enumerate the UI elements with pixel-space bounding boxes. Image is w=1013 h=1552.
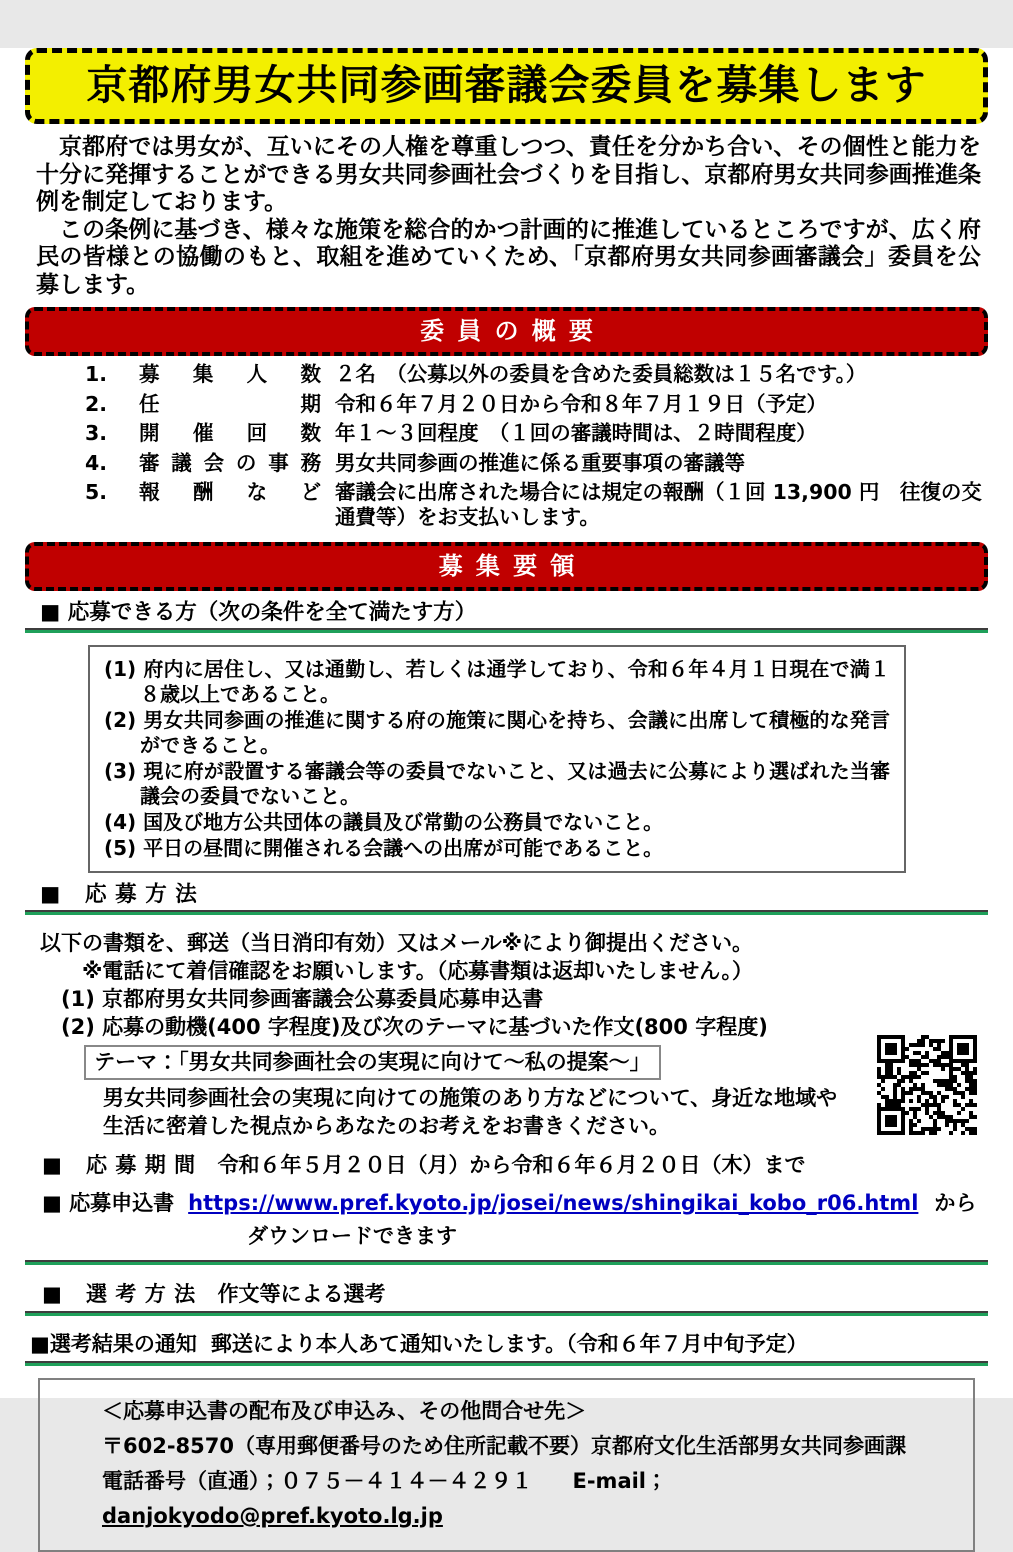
- form-label: ■ 応募申込書: [42, 1191, 175, 1215]
- condition-item: (2) 男女共同参画の推進に関する府の施策に関心を持ち、会議に出席して積極的な発言ができること。: [104, 708, 890, 757]
- item-label: 報酬など: [139, 480, 321, 504]
- selection-method-row: [42, 1278, 988, 1308]
- selection-value: 作文等による選考: [217, 1282, 386, 1306]
- contact-box: [38, 1378, 975, 1552]
- green-rule: [25, 628, 988, 633]
- qr-code-icon: [877, 1035, 977, 1135]
- item-label: 開催回数: [139, 421, 321, 445]
- recruitment-banner-label: 募集要領: [438, 552, 588, 580]
- item-number: 2.: [85, 391, 108, 416]
- result-notice-row: [30, 1328, 988, 1358]
- condition-item: (3) 現に府が設置する審議会等の委員でないこと、又は過去に公募により選ばれた当審議会の委員でないこと。: [104, 759, 890, 808]
- method-heading: ■ 応募方法: [40, 882, 206, 907]
- theme-description-2: 生活に密着した視点からあなたのお考えをお書きください。: [103, 1114, 670, 1138]
- list-item: [85, 421, 983, 446]
- essay-theme: テーマ：「男女共同参画社会の実現に向けて～私の提案～」: [94, 1050, 651, 1074]
- application-form-link[interactable]: https://www.pref.kyoto.jp/josei/news/shingikai_kobo_r06.html: [188, 1191, 919, 1215]
- item-label: 任期: [139, 391, 321, 416]
- application-form-row: [42, 1190, 988, 1216]
- contact-phone: 電話番号（直通）；０７５－４１４－４２９１: [102, 1469, 533, 1493]
- method-line-2: ※電話にて着信確認をお願いします。（応募書類は返却いたしません。）: [82, 959, 753, 983]
- item-number: 3.: [85, 421, 108, 445]
- item-value: 男女共同参画の推進に係る重要事項の審議等: [335, 450, 745, 475]
- list-item: [85, 451, 983, 476]
- form-download-note: ダウンロードできます: [247, 1224, 457, 1248]
- email-label: E-mail；: [572, 1469, 668, 1493]
- contact-email-link[interactable]: danjokyodo@pref.kyoto.lg.jp: [102, 1504, 443, 1528]
- item-value: ２名 （公募以外の委員を含めた委員総数は１５名です。）: [335, 362, 867, 386]
- essay-theme-box: [84, 1045, 661, 1080]
- intro-paragraph-2: この条例に基づき、様々な施策を総合的かつ計画的に推進しているところですが、広く府民の皆様との協働のもと、取組を進めていくため、「京都府男女共同参画審議会」委員を公募します。: [36, 216, 981, 298]
- green-rule: [25, 1311, 988, 1316]
- item-number: 5.: [85, 480, 108, 504]
- contact-phone-email-line: [102, 1464, 963, 1534]
- intro-text: [36, 134, 981, 299]
- item-value: 審議会に出席された場合には規定の報酬（１回 13,900 円 往復の交通費等）をお支払いします。: [335, 480, 982, 529]
- period-value: 令和６年５月２０日（月）から令和６年６月２０日（木）まで: [217, 1153, 806, 1177]
- required-doc-1: (1) 京都府男女共同参画審議会公募委員応募申込書: [61, 987, 544, 1011]
- condition-item: (4) 国及び地方公共団体の議員及び常勤の公務員でないこと。: [104, 810, 664, 834]
- period-label: ■ 応募期間: [42, 1153, 204, 1177]
- title-banner: [25, 48, 988, 124]
- contact-address: 〒602-8570（専用郵便番号のため住所記載不要）京都府文化生活部男女共同参画課: [102, 1434, 906, 1458]
- eligibility-heading: ■ 応募できる方（次の条件を全て満たす方）: [40, 600, 477, 625]
- condition-item: (5) 平日の昼間に開催される会議への出席が可能であること。: [104, 836, 664, 860]
- theme-description-1: 男女共同参画社会の実現に向けての施策のあり方などについて、身近な地域や: [103, 1086, 838, 1110]
- item-number: 1.: [85, 362, 108, 386]
- green-rule: [25, 910, 988, 915]
- recruitment-banner: [25, 542, 988, 591]
- overview-list: [85, 362, 983, 530]
- item-number: 4.: [85, 450, 108, 475]
- item-label: 審議会の事務: [139, 450, 321, 475]
- item-value: 年１～３回程度 （１回の審議時間は、２時間程度）: [335, 421, 817, 445]
- page-title: 京都府男女共同参画審議会委員を募集します: [86, 61, 927, 109]
- intro-paragraph-1: 京都府では男女が、互いにその人権を尊重しつつ、責任を分かち合い、その個性と能力を十分に発揮することができる男女共同参画社会づくりを目指し、京都府男女共同参画推進条例を制定しております。: [36, 134, 981, 215]
- overview-banner-label: 委員の概要: [420, 317, 607, 345]
- form-suffix: から: [934, 1191, 977, 1215]
- condition-item: (1) 府内に居住し、又は通勤し、若しくは通学しており、令和６年４月１日現在で満１８歳以上であること。: [104, 657, 890, 706]
- method-section: [40, 929, 983, 1140]
- green-rule: [25, 1361, 988, 1366]
- item-label: 募集人数: [139, 362, 321, 386]
- item-value: 令和６年７月２０日から令和８年７月１９日（予定）: [335, 391, 827, 416]
- result-label: ■選考結果の通知: [30, 1332, 197, 1356]
- required-doc-2: (2) 応募の動機(400 字程度)及び次のテーマに基づいた作文(800 字程度): [61, 1015, 768, 1039]
- selection-label: ■ 選考方法: [42, 1282, 204, 1306]
- list-item: [85, 362, 983, 387]
- flyer-page: [0, 48, 1013, 1528]
- method-line-1: 以下の書類を、郵送（当日消印有効）又はメール※により御提出ください。: [40, 931, 753, 955]
- contact-heading: ＜応募申込書の配布及び申込み、その他問合せ先＞: [102, 1399, 587, 1423]
- result-value: 郵送により本人あて通知いたします。（令和６年７月中旬予定）: [210, 1332, 808, 1356]
- conditions-box: [88, 645, 906, 873]
- list-item: [85, 480, 983, 530]
- list-item: [85, 392, 983, 417]
- overview-banner: [25, 307, 988, 356]
- green-rule: [25, 1260, 988, 1265]
- application-period-row: [42, 1152, 988, 1178]
